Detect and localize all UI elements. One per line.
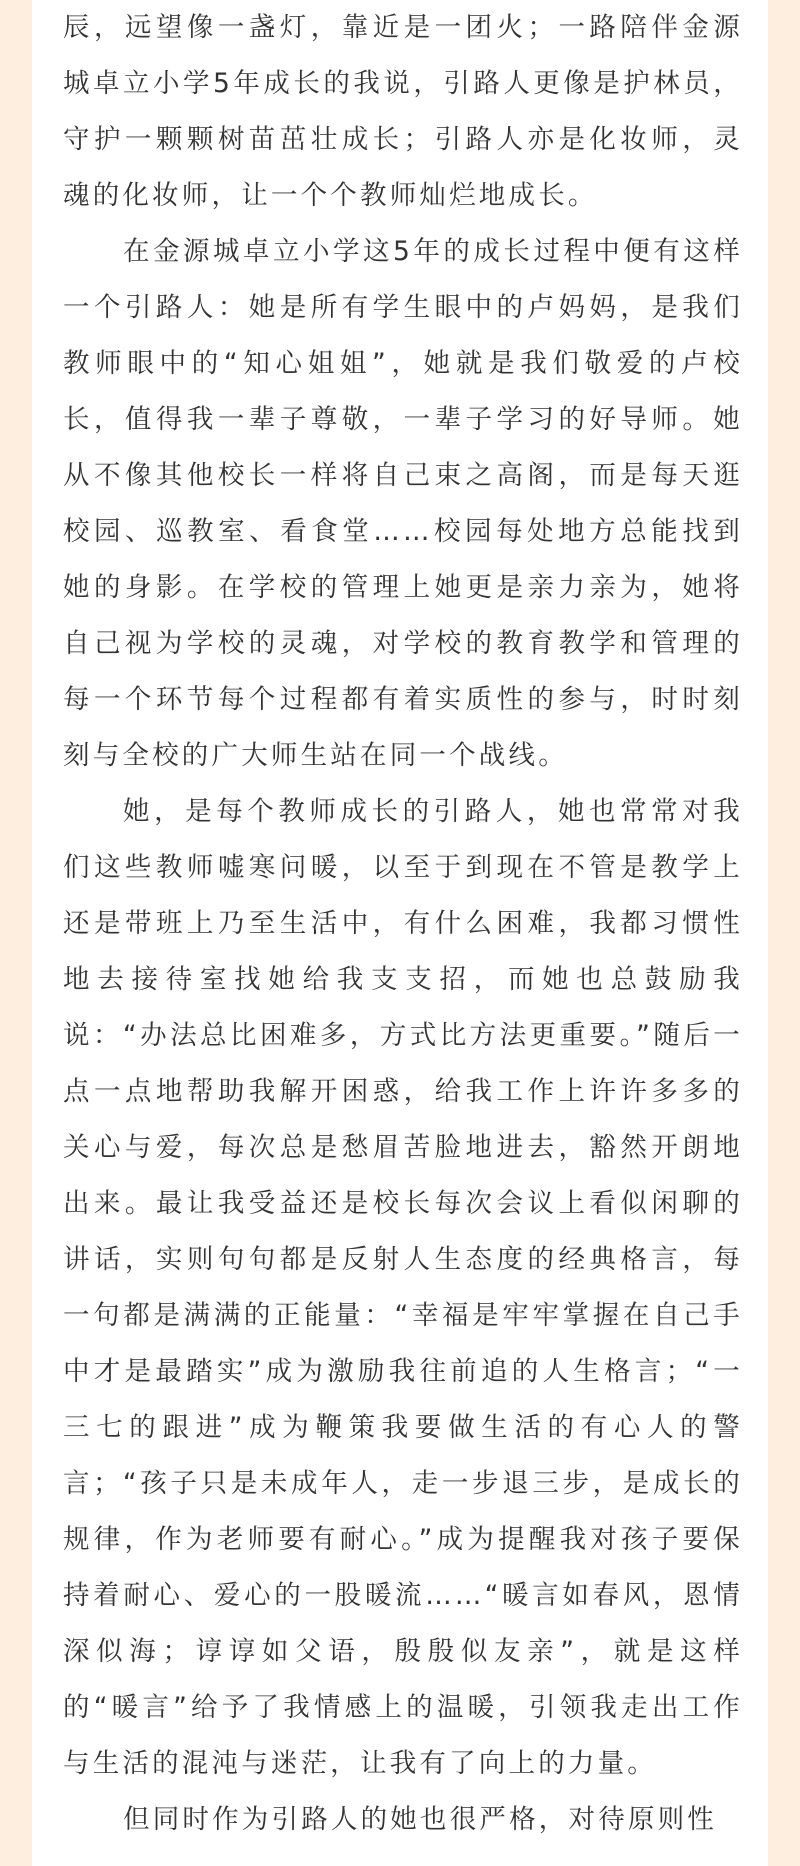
article-paragraph-partial: 但同时作为引路人的她也很严格，对待原则性 — [123, 1804, 717, 1834]
article-paragraph: 她，是每个教师成长的引路人，她也常常对我们这些教师嘘寒问暖，以至于到现在不管是教学上还是带班上乃至生活中，有什么困难，我都习惯性地去接待室找她给我支支招，而她也总鼓励我说：“办法总比困难多，方式比方法更重要。”随后一点一点地帮助我解开困惑，给我工作上许许多多的关心与爱，每次总是愁眉苦脸地进去，豁然开朗地出来。最让我受益还是校长每次会议上看似闲聊的讲话，实则句句都是反射人生态度的经典格言，每一句都是满满的正能量：“幸福是牢牢掌握在自己手中才是最踏实”成为激励我往前追的人生格言；“一三七的跟进”成为鞭策我要做生活的有心人的警言；“孩子只是未成年人，走一步退三步，是成长的规律，作为老师要有耐心。”成为提醒我对孩子要保持着耐心、爱心的一股暖流……“暖言如春风，恩情深似海；谆谆如父语，殷殷似友亲”，就是这样的“暖言”给予了我情感上的温暖，引领我走出工作与生活的混沌与迷茫，让我有了向上的力量。 — [63, 796, 743, 1779]
article-paragraph: 在金源城卓立小学这5年的成长过程中便有这样一个引路人：她是所有学生眼中的卢妈妈，是我们教师眼中的“知心姐姐”，她就是我们敬爱的卢校长，值得我一辈子尊敬，一辈子学习的好导师。她从不像其他校长一样将自己束之高阁，而是每天逛校园、巡教室、看食堂……校园每处地方总能找到她的身影。在学校的管理上她更是亲力亲为，她将自己视为学校的灵魂，对学校的教育教学和管理的每一个环节每个过程都有着实质性的参与，时时刻刻与全校的广大师生站在同一个战线。 — [63, 236, 743, 771]
article-body — [63, 0, 743, 1834]
article-paragraph: 辰，远望像一盏灯，靠近是一团火；一路陪伴金源城卓立小学5年成长的我说，引路人更像是护林员，守护一颗颗树苗茁壮成长；引路人亦是化妆师，灵魂的化妆师，让一个个教师灿烂地成长。 — [63, 12, 743, 211]
article-page — [32, 0, 768, 1866]
